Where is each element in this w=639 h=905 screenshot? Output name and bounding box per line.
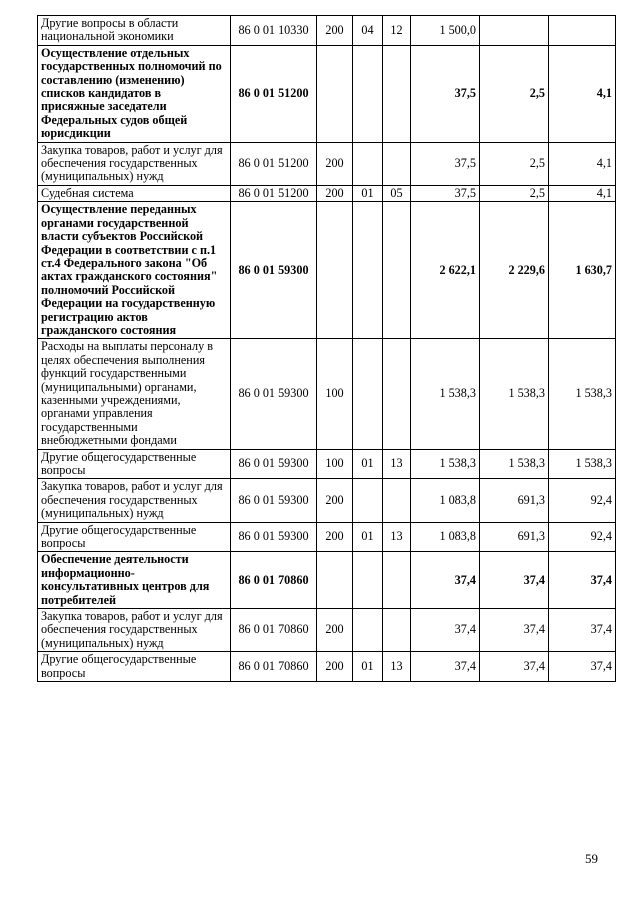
cell-amount-3: 1 538,3	[549, 339, 616, 449]
cell-amount-2: 2,5	[480, 185, 549, 201]
cell-subsection: 13	[383, 449, 411, 479]
cell-section: 01	[353, 185, 383, 201]
cell-section: 01	[353, 449, 383, 479]
cell-amount-2	[480, 16, 549, 46]
cell-section: 04	[353, 16, 383, 46]
cell-subsection	[383, 552, 411, 609]
cell-section	[353, 609, 383, 652]
cell-subsection	[383, 142, 411, 185]
cell-target-code: 86 0 01 10330	[231, 16, 317, 46]
table-row	[38, 185, 616, 201]
cell-target-code: 86 0 01 59300	[231, 339, 317, 449]
cell-target-code: 86 0 01 59300	[231, 479, 317, 522]
cell-amount-1: 1 538,3	[411, 449, 480, 479]
cell-subsection: 13	[383, 652, 411, 682]
cell-section: 01	[353, 652, 383, 682]
cell-target-code: 86 0 01 70860	[231, 552, 317, 609]
cell-name: Другие вопросы в области национальной экономики	[38, 16, 231, 46]
cell-name: Закупка товаров, работ и услуг для обеспечения государственных (муниципальных) нужд	[38, 479, 231, 522]
cell-subsection: 12	[383, 16, 411, 46]
cell-amount-3: 92,4	[549, 522, 616, 552]
table-row	[38, 652, 616, 682]
cell-name: Осуществление переданных органами государственной власти субъектов Российской Федерации в соответствии с п.1 ст.4 Федерального закона "Об актах гражданского состояния" полномочий Российской Федерации на государственную регистрацию актов гражданского состояния	[38, 202, 231, 339]
page-number: 59	[585, 851, 598, 866]
table-row	[38, 339, 616, 449]
cell-amount-2: 691,3	[480, 522, 549, 552]
table-row	[38, 16, 616, 46]
cell-subsection: 13	[383, 522, 411, 552]
cell-expense-type: 200	[317, 16, 353, 46]
cell-amount-2: 1 538,3	[480, 339, 549, 449]
cell-expense-type: 200	[317, 479, 353, 522]
cell-section	[353, 339, 383, 449]
table-body	[38, 16, 616, 682]
cell-name: Судебная система	[38, 185, 231, 201]
cell-amount-3: 37,4	[549, 609, 616, 652]
cell-amount-1: 1 500,0	[411, 16, 480, 46]
cell-target-code: 86 0 01 59300	[231, 202, 317, 339]
cell-subsection	[383, 339, 411, 449]
cell-amount-3: 4,1	[549, 142, 616, 185]
table-row	[38, 522, 616, 552]
cell-amount-2: 2,5	[480, 142, 549, 185]
cell-amount-1: 37,5	[411, 185, 480, 201]
cell-name: Закупка товаров, работ и услуг для обеспечения государственных (муниципальных) нужд	[38, 142, 231, 185]
cell-amount-2: 2,5	[480, 45, 549, 142]
cell-amount-1: 37,5	[411, 142, 480, 185]
cell-name: Осуществление отдельных государственных полномочий по составлению (изменению) списков кандидатов в присяжные заседатели Федеральных судов общей юрисдикции	[38, 45, 231, 142]
table-row	[38, 609, 616, 652]
cell-amount-1: 1 083,8	[411, 479, 480, 522]
cell-expense-type: 200	[317, 652, 353, 682]
cell-name: Обеспечение деятельности информационно-консультативных центров для потребителей	[38, 552, 231, 609]
table-row	[38, 479, 616, 522]
cell-target-code: 86 0 01 70860	[231, 652, 317, 682]
cell-subsection	[383, 45, 411, 142]
cell-expense-type: 200	[317, 609, 353, 652]
cell-target-code: 86 0 01 51200	[231, 142, 317, 185]
cell-expense-type: 100	[317, 449, 353, 479]
cell-amount-2: 37,4	[480, 552, 549, 609]
cell-expense-type: 200	[317, 142, 353, 185]
cell-name: Другие общегосударственные вопросы	[38, 449, 231, 479]
cell-subsection	[383, 202, 411, 339]
cell-amount-1: 2 622,1	[411, 202, 480, 339]
cell-section	[353, 45, 383, 142]
table-row	[38, 142, 616, 185]
cell-name: Расходы на выплаты персоналу в целях обеспечения выполнения функций государственными (муниципальными) органами, казенными учреждениями, органами управления государственными внебюджетными фондами	[38, 339, 231, 449]
cell-expense-type	[317, 202, 353, 339]
cell-target-code: 86 0 01 51200	[231, 45, 317, 142]
cell-amount-2: 691,3	[480, 479, 549, 522]
cell-section	[353, 202, 383, 339]
cell-target-code: 86 0 01 59300	[231, 449, 317, 479]
cell-amount-3: 92,4	[549, 479, 616, 522]
cell-amount-1: 37,4	[411, 552, 480, 609]
cell-target-code: 86 0 01 59300	[231, 522, 317, 552]
cell-section	[353, 479, 383, 522]
cell-expense-type: 200	[317, 185, 353, 201]
table-row	[38, 45, 616, 142]
cell-amount-1: 1 538,3	[411, 339, 480, 449]
cell-amount-1: 37,4	[411, 652, 480, 682]
cell-target-code: 86 0 01 51200	[231, 185, 317, 201]
cell-amount-2: 37,4	[480, 609, 549, 652]
cell-expense-type	[317, 552, 353, 609]
cell-amount-3: 1 538,3	[549, 449, 616, 479]
table-row	[38, 552, 616, 609]
cell-name: Другие общегосударственные вопросы	[38, 652, 231, 682]
cell-subsection: 05	[383, 185, 411, 201]
cell-amount-1: 37,5	[411, 45, 480, 142]
cell-target-code: 86 0 01 70860	[231, 609, 317, 652]
cell-section	[353, 142, 383, 185]
cell-amount-3	[549, 16, 616, 46]
cell-subsection	[383, 609, 411, 652]
cell-expense-type: 100	[317, 339, 353, 449]
cell-expense-type	[317, 45, 353, 142]
cell-amount-3: 37,4	[549, 552, 616, 609]
cell-section	[353, 552, 383, 609]
cell-amount-2: 37,4	[480, 652, 549, 682]
cell-amount-3: 4,1	[549, 45, 616, 142]
budget-table	[37, 15, 616, 682]
cell-amount-1: 1 083,8	[411, 522, 480, 552]
cell-amount-2: 1 538,3	[480, 449, 549, 479]
cell-subsection	[383, 479, 411, 522]
cell-amount-3: 1 630,7	[549, 202, 616, 339]
cell-name: Закупка товаров, работ и услуг для обеспечения государственных (муниципальных) нужд	[38, 609, 231, 652]
table-row	[38, 202, 616, 339]
cell-amount-3: 37,4	[549, 652, 616, 682]
cell-expense-type: 200	[317, 522, 353, 552]
table-row	[38, 449, 616, 479]
cell-section: 01	[353, 522, 383, 552]
cell-amount-1: 37,4	[411, 609, 480, 652]
cell-name: Другие общегосударственные вопросы	[38, 522, 231, 552]
cell-amount-2: 2 229,6	[480, 202, 549, 339]
cell-amount-3: 4,1	[549, 185, 616, 201]
